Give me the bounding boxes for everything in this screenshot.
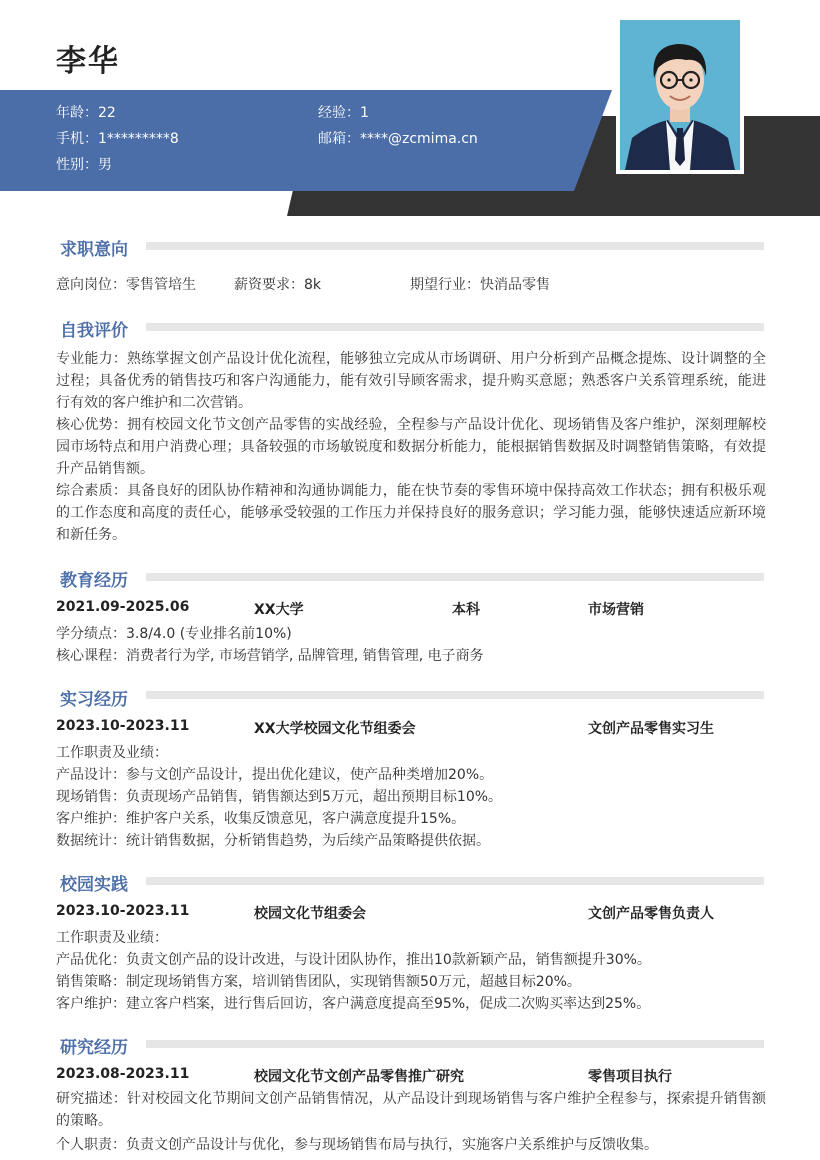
section-title-internship: 实习经历	[60, 690, 128, 710]
section-title-education: 教育经历	[60, 571, 128, 591]
self-eval-professional: 专业能力：熟练掌握文创产品设计优化流程，能够独立完成从市场调研、用户分析到产品概念提炼、设计调整的全过程；具备优秀的销售技巧和客户沟通能力，能有效引导顾客需求，提升购买意愿；熟悉客户关系管理系统，能进行有效的客户维护和二次营销。	[56, 351, 766, 411]
phone-field: 手机：1*********8	[56, 131, 179, 147]
section-title-self-eval: 自我评价	[60, 321, 128, 341]
internship-org: XX大学校园文化节组委会	[254, 721, 416, 737]
section-divider	[146, 877, 764, 885]
education-major: 市场营销	[588, 602, 644, 618]
section-title-intent: 求职意向	[60, 240, 128, 260]
internship-line: 工作职责及业绩：	[56, 745, 168, 761]
section-divider	[146, 242, 764, 250]
gender-field: 性别：男	[56, 157, 112, 173]
campus-period: 2023.10-2023.11	[56, 903, 190, 919]
experience-field: 经验：1	[318, 105, 369, 121]
intent-salary: 薪资要求：8k	[234, 277, 322, 293]
education-gpa: 学分绩点：3.8/4.0 (专业排名前10%)	[56, 626, 292, 642]
section-title-research: 研究经历	[60, 1038, 128, 1058]
email-field: 邮箱：****@zcmima.cn	[318, 131, 478, 147]
research-duty: 个人职责：负责文创产品设计与优化，参与现场销售布局与执行，实施客户关系维护与反馈收集。	[56, 1137, 658, 1153]
section-divider	[146, 1040, 764, 1048]
internship-line: 现场销售：负责现场产品销售，销售额达到5万元，超出预期目标10%。	[56, 789, 503, 805]
research-project: 校园文化节文创产品零售推广研究	[254, 1069, 464, 1085]
research-period: 2023.08-2023.11	[56, 1066, 190, 1082]
campus-line: 销售策略：制定现场销售方案，培训销售团队，实现销售额50万元，超越目标20%。	[56, 974, 581, 990]
section-divider	[146, 573, 764, 581]
campus-line: 产品优化：负责文创产品的设计改进，与设计团队协作，推出10款新颖产品，销售额提升30%。	[56, 952, 651, 968]
campus-org: 校园文化节组委会	[254, 906, 366, 922]
education-courses: 核心课程：消费者行为学, 市场营销学, 品牌管理, 销售管理, 电子商务	[56, 648, 484, 664]
section-divider	[146, 691, 764, 699]
education-school: XX大学	[254, 602, 304, 618]
section-divider	[146, 323, 764, 331]
candidate-name: 李华	[56, 44, 120, 79]
age-field: 年龄：22	[56, 105, 116, 121]
research-description: 研究描述：针对校园文化节期间文创产品销售情况，从产品设计到现场销售与客户维护全程参与，探索提升销售额的策略。	[56, 1091, 766, 1129]
profile-photo	[616, 16, 744, 174]
internship-line: 数据统计：统计销售数据，分析销售趋势，为后续产品策略提供依据。	[56, 833, 490, 849]
intent-industry: 期望行业：快消品零售	[410, 277, 550, 293]
internship-line: 客户维护：维护客户关系，收集反馈意见，客户满意度提升15%。	[56, 811, 466, 827]
education-period: 2021.09-2025.06	[56, 599, 190, 615]
intent-position: 意向岗位：零售管培生	[56, 277, 196, 293]
campus-line: 工作职责及业绩：	[56, 930, 168, 946]
self-eval-overall: 综合素质：具备良好的团队协作精神和沟通协调能力，能在快节奏的零售环境中保持高效工作状态；拥有积极乐观的工作态度和高度的责任心，能够承受较强的工作压力并保持良好的服务意识；学习能力强，能够快速适应新环境和新任务。	[56, 483, 766, 543]
self-eval-strength: 核心优势：拥有校园文化节文创产品零售的实战经验，全程参与产品设计优化、现场销售及客户维护，深刻理解校园市场特点和用户消费心理；具备较强的市场敏锐度和数据分析能力，能根据销售数据及时调整销售策略，有效提升产品销售额。	[56, 417, 766, 477]
section-title-campus: 校园实践	[60, 875, 128, 895]
portrait-image	[620, 20, 740, 170]
education-degree: 本科	[452, 602, 480, 618]
internship-role: 文创产品零售实习生	[588, 721, 714, 737]
campus-line: 客户维护：建立客户档案，进行售后回访，客户满意度提高至95%，促成二次购买率达到25%。	[56, 996, 651, 1012]
internship-line: 产品设计：参与文创产品设计，提出优化建议，使产品种类增加20%。	[56, 767, 494, 783]
internship-period: 2023.10-2023.11	[56, 718, 190, 734]
campus-role: 文创产品零售负责人	[588, 906, 714, 922]
research-role: 零售项目执行	[588, 1069, 672, 1085]
